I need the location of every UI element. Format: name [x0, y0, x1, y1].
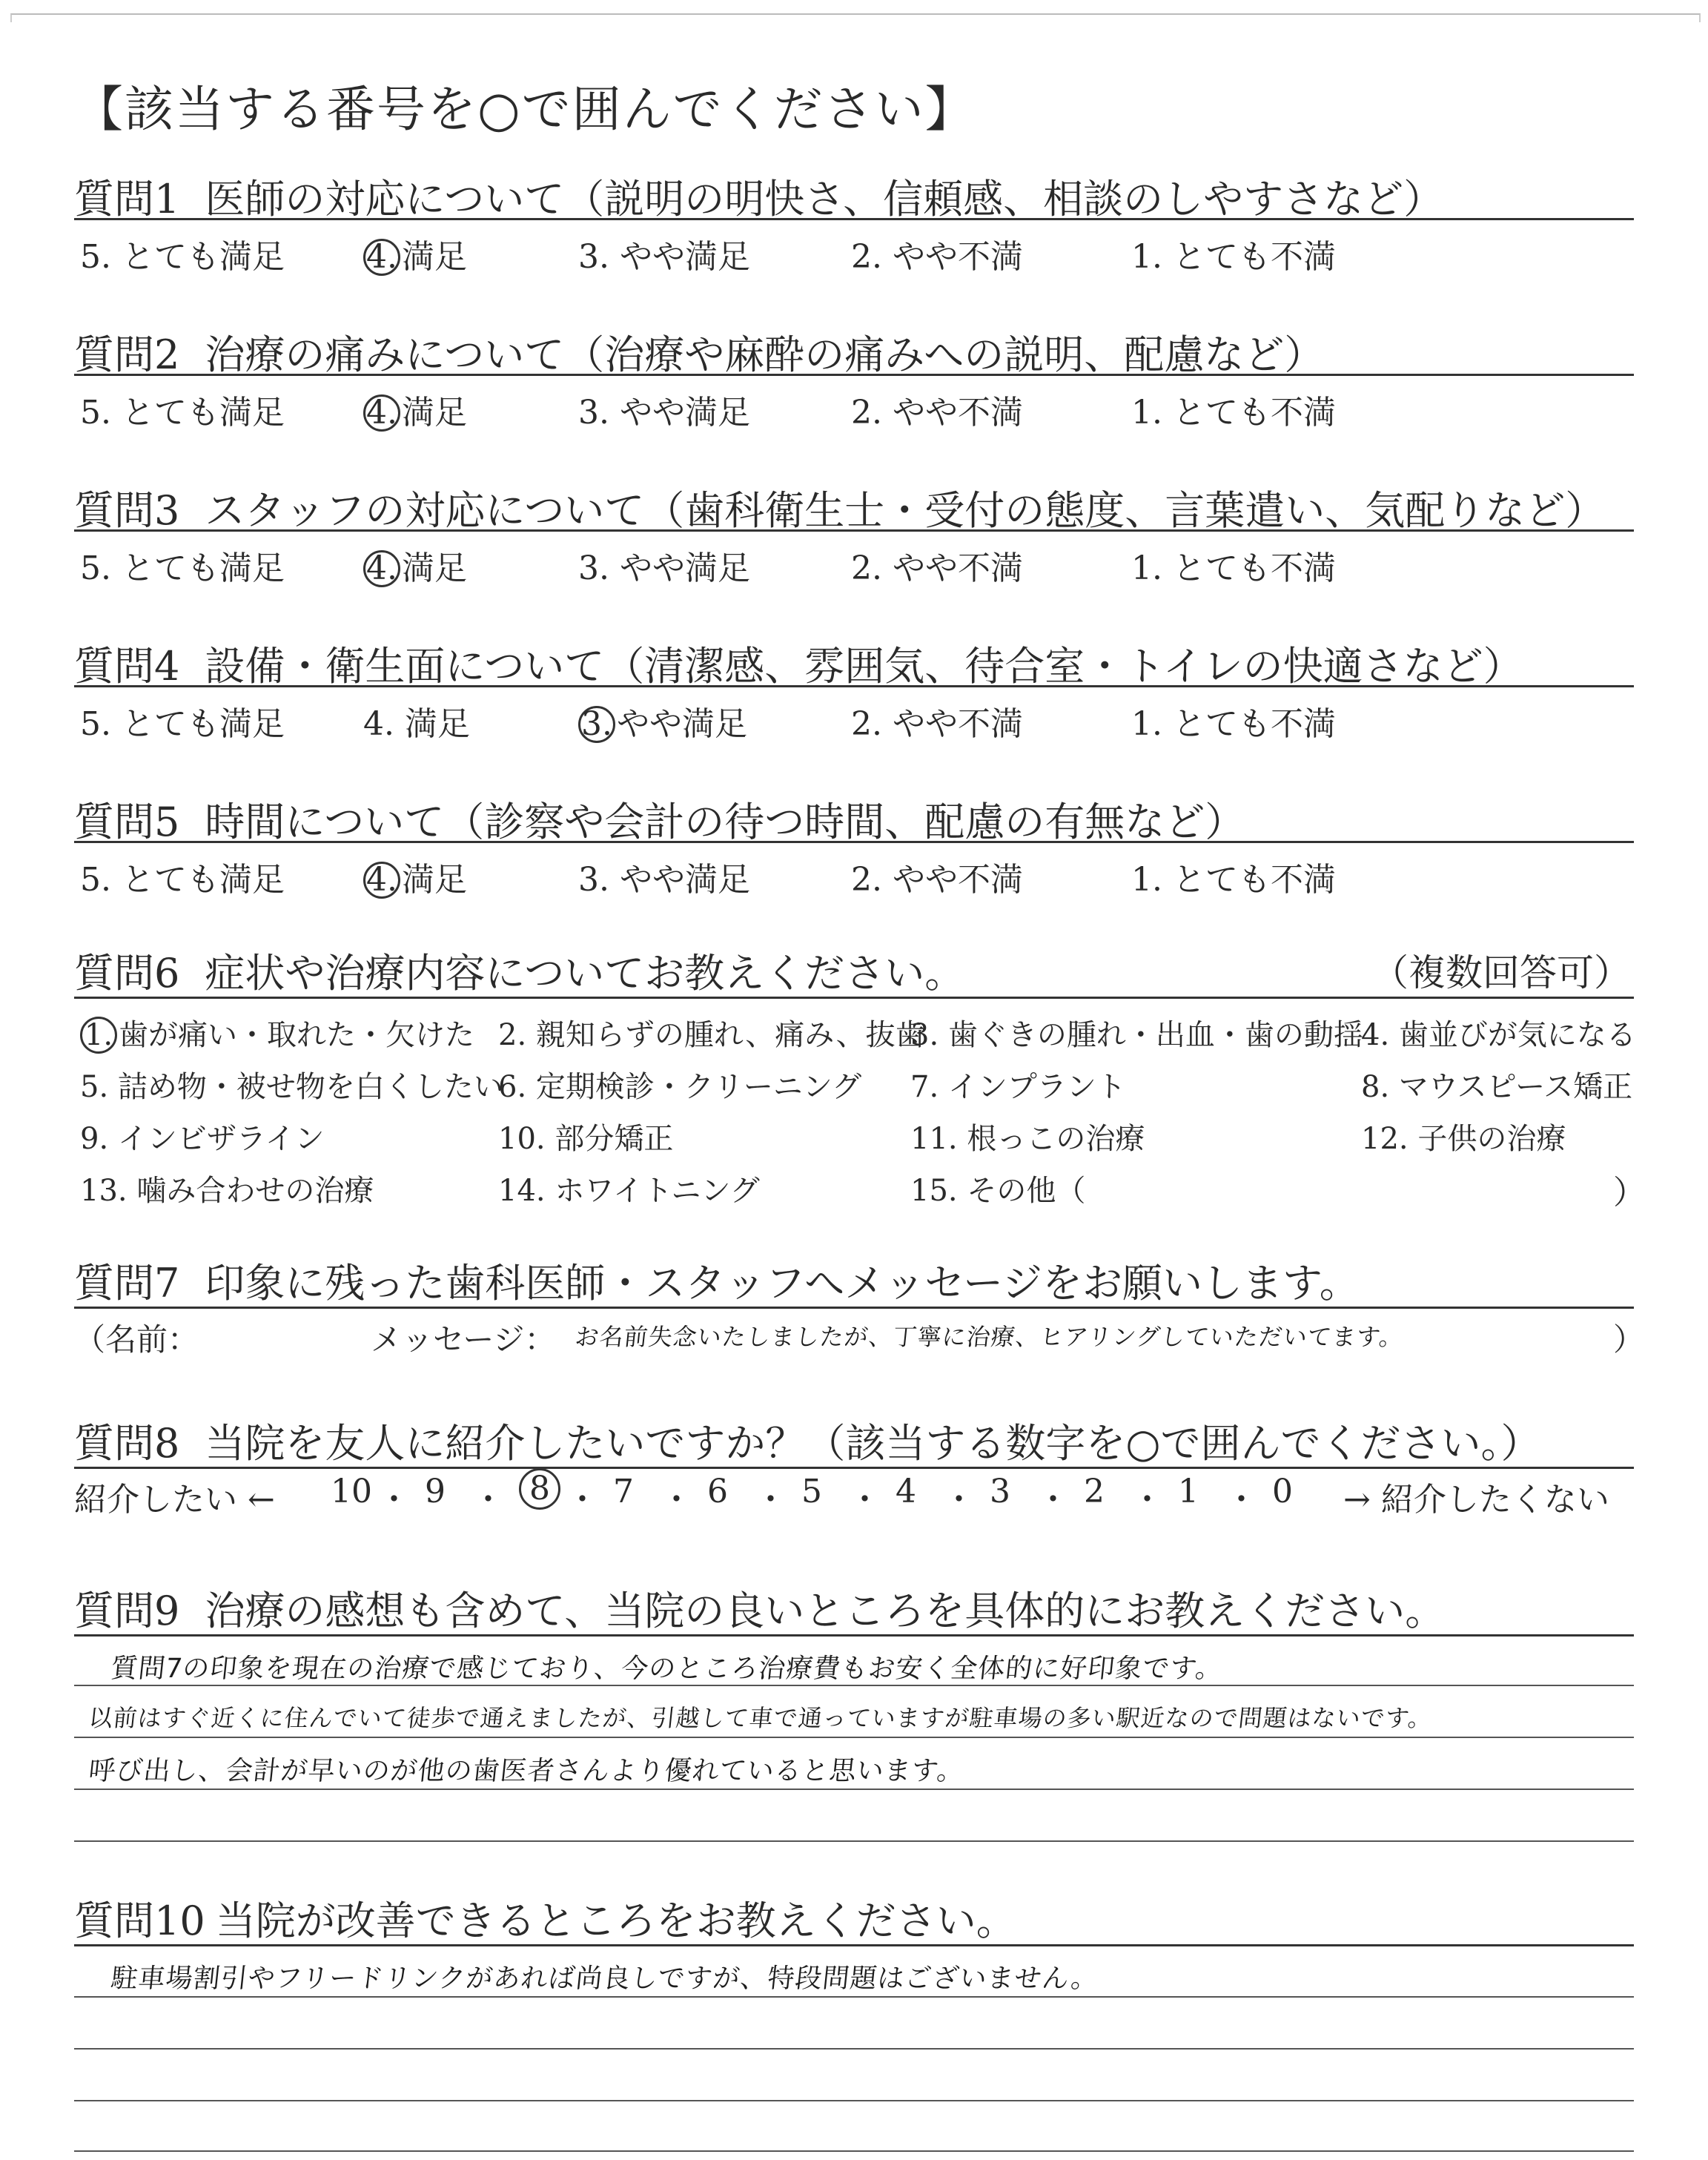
rating-option[interactable]: 3. やや満足 [578, 861, 750, 899]
q6-option[interactable]: 15. その他（ [910, 1174, 1086, 1208]
page-header: 【該当する番号を○で囲んでください】 [74, 81, 976, 138]
q10-number: 質問10 [74, 1898, 205, 1944]
rating-option[interactable]: 5. とても満足 [80, 238, 285, 276]
q8-scale-value[interactable]: 7 [613, 1473, 634, 1510]
q6-option[interactable]: 12. 子供の治療 [1361, 1122, 1566, 1156]
q10-ruled-line [74, 1996, 1634, 1998]
rating-option[interactable]: 2. やや不満 [851, 394, 1023, 432]
q3-number: 質問3 [74, 487, 180, 534]
rating-option-label: 満足 [402, 549, 467, 587]
rating-option[interactable]: 1. とても不満 [1131, 861, 1336, 899]
rating-option[interactable] [363, 386, 467, 433]
q6-option[interactable]: 9. インビザライン [80, 1122, 325, 1156]
q8-scale-dot: ・ [754, 1481, 787, 1519]
q6-option[interactable]: 14. ホワイトニング [498, 1174, 760, 1208]
q8-scale-dot: ・ [942, 1481, 976, 1519]
q5-rule [74, 841, 1634, 843]
rating-option[interactable]: 4. 満足 [363, 705, 470, 743]
q4-title [74, 635, 1523, 692]
rating-option[interactable] [363, 230, 467, 277]
q6-note: （複数回答可） [1371, 951, 1631, 994]
q9-text: 治療の感想も含めて、当院の良いところを具体的にお教えください。 [205, 1588, 1446, 1634]
q8-scale-dot: ・ [1131, 1481, 1164, 1519]
rating-option[interactable]: 5. とても満足 [80, 705, 285, 743]
q8-text: 当院を友人に紹介したいですか？（該当する数字を○で囲んでください。） [205, 1420, 1541, 1467]
page-top-border [10, 13, 1701, 22]
q6-title [74, 942, 964, 999]
q9-line-1: 質問7の印象を現在の治療で感じており、今のところ治療費もお安く全体的に好印象です。 [109, 1654, 1225, 1684]
q3-title [74, 479, 1605, 536]
q7-title [74, 1252, 1360, 1309]
q9-title [74, 1579, 1445, 1636]
rating-option[interactable]: 1. とても不満 [1131, 705, 1336, 743]
q1-text: 医師の対応について（説明の明快さ、信頼感、相談のしやすさなど） [205, 176, 1444, 222]
q3-rule [74, 529, 1634, 532]
q6-option[interactable]: 6. 定期検診・クリーニング [498, 1070, 862, 1104]
q6-number: 質問6 [74, 950, 180, 997]
q8-scale-value[interactable]: 2 [1084, 1473, 1105, 1510]
q6-option[interactable]: 11. 根っこの治療 [910, 1122, 1145, 1156]
q10-rule [74, 1944, 1634, 1946]
selected-circle: 4. [363, 862, 400, 899]
q4-rule [74, 685, 1634, 687]
q6-option[interactable]: 8. マウスピース矯正 [1361, 1070, 1633, 1104]
q7-close-paren: ） [1613, 1321, 1645, 1358]
q8-scale-value[interactable] [519, 1468, 560, 1510]
q9-ruled-line [74, 1840, 1634, 1842]
rating-option[interactable]: 1. とても不満 [1131, 549, 1336, 587]
q2-number: 質問2 [74, 331, 180, 378]
q5-text: 時間について（診察や会計の待つ時間、配慮の有無など） [205, 799, 1245, 845]
rating-option[interactable] [578, 697, 747, 744]
rating-option-label: やや満足 [617, 705, 747, 743]
q6-option[interactable]: 5. 詰め物・被せ物を白くしたい [80, 1070, 503, 1104]
q10-title [74, 1889, 1016, 1946]
q8-scale-value[interactable]: 9 [425, 1473, 446, 1510]
q8-scale-value[interactable]: 3 [990, 1473, 1010, 1510]
rating-option-label: 満足 [402, 861, 467, 899]
q6-option[interactable]: 13. 噛み合わせの治療 [80, 1174, 374, 1208]
rating-option[interactable]: 3. やや満足 [578, 549, 750, 587]
q8-left-label: 紹介したい ← [74, 1481, 275, 1519]
rating-option[interactable]: 3. やや満足 [578, 238, 750, 276]
rating-option[interactable]: 2. やや不満 [851, 238, 1023, 276]
q6-option[interactable]: 2. 親知らずの腫れ、痛み、抜歯 [498, 1018, 925, 1052]
q1-number: 質問1 [74, 176, 180, 222]
q8-scale-dot: ・ [660, 1481, 693, 1519]
q9-line-2: 以前はすぐ近くに住んでいて徒歩で通えましたが、引越して車で通っていますが駐車場の多い駅近なので問題はないです。 [87, 1704, 1434, 1732]
q7-message-label: メッセージ： [371, 1321, 556, 1358]
rating-option[interactable]: 5. とても満足 [80, 861, 285, 899]
q9-ruled-line [74, 1737, 1634, 1738]
rating-option[interactable]: 3. やや満足 [578, 394, 750, 432]
q8-right-label: → 紹介したくない [1343, 1481, 1609, 1519]
selected-circle: 3. [578, 706, 615, 743]
q8-scale-dot: ・ [1036, 1481, 1070, 1519]
q1-title [74, 168, 1443, 225]
selected-circle: 8 [519, 1468, 560, 1510]
rating-option[interactable]: 1. とても不満 [1131, 238, 1336, 276]
q8-scale-dot: ・ [1225, 1481, 1258, 1519]
q10-ruled-line [74, 2048, 1634, 2050]
q9-ruled-line [74, 1685, 1634, 1686]
q8-title [74, 1412, 1540, 1469]
q6-option[interactable]: 4. 歯並びが気になる [1361, 1018, 1636, 1052]
q6-close-paren: ） [1613, 1174, 1646, 1212]
rating-option[interactable]: 5. とても満足 [80, 549, 285, 587]
rating-option[interactable] [363, 853, 467, 900]
q8-scale-dot: ・ [566, 1481, 599, 1519]
rating-option[interactable]: 2. やや不満 [851, 705, 1023, 743]
q6-rule [74, 997, 1634, 999]
q8-scale-value[interactable]: 4 [896, 1473, 916, 1510]
rating-option[interactable]: 2. やや不満 [851, 549, 1023, 587]
q8-scale-value[interactable]: 6 [707, 1473, 728, 1510]
q7-rule [74, 1307, 1634, 1309]
rating-option[interactable]: 5. とても満足 [80, 394, 285, 432]
rating-option[interactable]: 2. やや不満 [851, 861, 1023, 899]
selected-circle: 4. [363, 239, 400, 276]
selected-circle: 4. [363, 394, 400, 432]
q9-rule [74, 1634, 1634, 1636]
q10-ruled-line [74, 2100, 1634, 2101]
q8-scale-dot: ・ [471, 1481, 505, 1519]
q4-text: 設備・衛生面について（清潔感、雰囲気、待合室・トイレの快適さなど） [205, 643, 1523, 690]
q5-title [74, 790, 1245, 848]
rating-option[interactable]: 1. とても不満 [1131, 394, 1336, 432]
q8-number: 質問8 [74, 1420, 180, 1467]
q8-rule [74, 1467, 1634, 1469]
q7-name-label: （名前： [74, 1321, 199, 1358]
q10-text: 当院が改善できるところをお教えください。 [215, 1898, 1016, 1944]
q8-scale-value[interactable]: 1 [1178, 1473, 1199, 1510]
q2-rule [74, 374, 1634, 376]
rating-option-label: 満足 [402, 238, 467, 276]
q6-option[interactable]: 3. 歯ぐきの腫れ・出血・歯の動揺 [910, 1018, 1363, 1052]
q8-scale-value[interactable]: 5 [801, 1473, 822, 1510]
q10-line-1: 駐車場割引やフリードリンクがあれば尚良しですが、特段問題はございません。 [109, 1964, 1100, 1994]
q7-message: お名前失念いたしましたが、丁寧に治療、ヒアリングしていただいてます。 [573, 1323, 1406, 1351]
q7-text: 印象に残った歯科医師・スタッフへメッセージをお願いします。 [205, 1260, 1360, 1307]
q2-title [74, 323, 1324, 380]
q3-text: スタッフの対応について（歯科衛生士・受付の態度、言葉遣い、気配りなど） [205, 487, 1606, 534]
q9-line-3: 呼び出し、会計が早いのが他の歯医者さんより優れていると思います。 [87, 1756, 966, 1786]
q10-ruled-line [74, 2150, 1634, 2152]
q6-option[interactable]: 7. インプラント [910, 1070, 1126, 1104]
selected-circle: 4. [363, 550, 400, 587]
q5-number: 質問5 [74, 799, 180, 845]
q8-scale-dot: ・ [848, 1481, 881, 1519]
q1-rule [74, 218, 1634, 220]
q4-number: 質問4 [74, 643, 180, 690]
rating-option[interactable] [363, 541, 467, 589]
q7-number: 質問7 [74, 1260, 180, 1307]
q6-option[interactable] [80, 1011, 474, 1054]
q6-text: 症状や治療内容についてお教えください。 [205, 950, 965, 997]
q2-text: 治療の痛みについて（治療や麻酔の痛みへの説明、配慮など） [205, 331, 1325, 378]
q8-scale-dot: ・ [377, 1481, 411, 1519]
rating-option-label: 満足 [402, 394, 467, 432]
q6-option-label: 歯が痛い・取れた・欠けた [119, 1018, 474, 1052]
q9-ruled-line [74, 1789, 1634, 1790]
selected-circle: 1. [80, 1017, 117, 1054]
q9-number: 質問9 [74, 1588, 180, 1634]
q8-scale-value[interactable]: 10 [331, 1473, 372, 1510]
q8-scale-value[interactable]: 0 [1272, 1473, 1293, 1510]
q6-option[interactable]: 10. 部分矯正 [498, 1122, 674, 1156]
